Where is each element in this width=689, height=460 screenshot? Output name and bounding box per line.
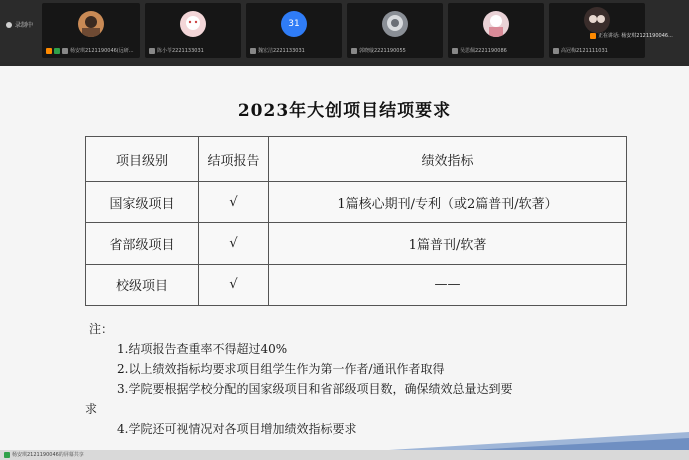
table-cell: 省部级项目 xyxy=(86,223,199,264)
participant-name: 吴思佩2221190086 xyxy=(460,48,507,54)
microphone-muted-icon xyxy=(553,48,559,54)
avatar xyxy=(483,11,509,37)
shared-screen xyxy=(0,66,689,450)
participant-tile[interactable] xyxy=(42,3,140,58)
screen-share-icon xyxy=(54,48,60,54)
note-item: 1.结项报告查重率不得超过40% xyxy=(117,342,288,356)
avatar xyxy=(382,11,408,37)
host-icon xyxy=(46,48,52,54)
participant-strip xyxy=(0,0,689,62)
participant-tile[interactable] xyxy=(145,3,241,58)
table-header-row xyxy=(86,137,627,182)
table-cell: —— xyxy=(269,264,627,305)
table-cell: 国家级项目 xyxy=(86,182,199,223)
participant-name: 杨安琪2121190046(远研... xyxy=(70,48,134,54)
column-header: 绩效指标 xyxy=(269,137,627,182)
column-header: 结项报告 xyxy=(199,137,269,182)
notes-section xyxy=(85,319,645,439)
note-item-continuation: 求 xyxy=(85,402,98,416)
participant-name: 郭晓璇2221190055 xyxy=(359,48,406,54)
table-row xyxy=(86,223,627,264)
recording-indicator xyxy=(6,20,33,29)
participant-name: 高冠梅2121111031 xyxy=(561,48,608,54)
microphone-muted-icon xyxy=(452,48,458,54)
avatar: 31 xyxy=(281,11,307,37)
participant-name: 魏宏洁2221133031 xyxy=(258,48,305,54)
speaking-indicator xyxy=(590,32,673,39)
screen-share-icon xyxy=(4,452,10,458)
table-row xyxy=(86,264,627,305)
microphone-muted-icon xyxy=(149,48,155,54)
avatar xyxy=(78,11,104,37)
notes-heading: 注： xyxy=(89,322,114,336)
participant-tile[interactable] xyxy=(448,3,544,58)
column-header: 项目级别 xyxy=(86,137,199,182)
slide-decoration xyxy=(329,432,689,450)
table-cell: 1篇核心期刊/专利（或2篇普刊/软著） xyxy=(269,182,627,223)
table-cell: √ xyxy=(199,223,269,264)
table-cell: 1篇普刊/软著 xyxy=(269,223,627,264)
record-icon xyxy=(6,22,12,28)
presenter-label: 杨安琪2121190046的屏幕共享 xyxy=(12,452,84,458)
presenter-info xyxy=(4,451,84,458)
table-cell: √ xyxy=(199,264,269,305)
recording-label: 录制中 xyxy=(15,22,34,29)
table-row xyxy=(86,182,627,223)
participant-tile[interactable] xyxy=(246,3,342,58)
slide-title: 2023年大创项目结项要求 xyxy=(237,101,452,121)
avatar xyxy=(584,7,610,33)
speaker-icon xyxy=(590,33,596,39)
screen-share-bar xyxy=(0,450,689,460)
microphone-icon xyxy=(62,48,68,54)
microphone-muted-icon xyxy=(351,48,357,54)
speaking-label: 正在讲话: 杨安琪2121190046... xyxy=(598,33,673,39)
requirements-table xyxy=(85,136,627,306)
note-item: 2.以上绩效指标均要求项目组学生作为第一作者/通讯作者取得 xyxy=(117,362,445,376)
table-cell: 校级项目 xyxy=(86,264,199,305)
participant-tile[interactable] xyxy=(549,3,645,58)
note-item: 4.学院还可视情况对各项目增加绩效指标要求 xyxy=(117,422,357,436)
microphone-muted-icon xyxy=(250,48,256,54)
participant-tile[interactable] xyxy=(347,3,443,58)
table-cell: √ xyxy=(199,182,269,223)
avatar xyxy=(180,11,206,37)
note-item: 3.学院要根据学校分配的国家级项目和省部级项目数，确保绩效总量达到要 xyxy=(117,382,513,396)
participant-name: 陈小苓2221133031 xyxy=(157,48,204,54)
